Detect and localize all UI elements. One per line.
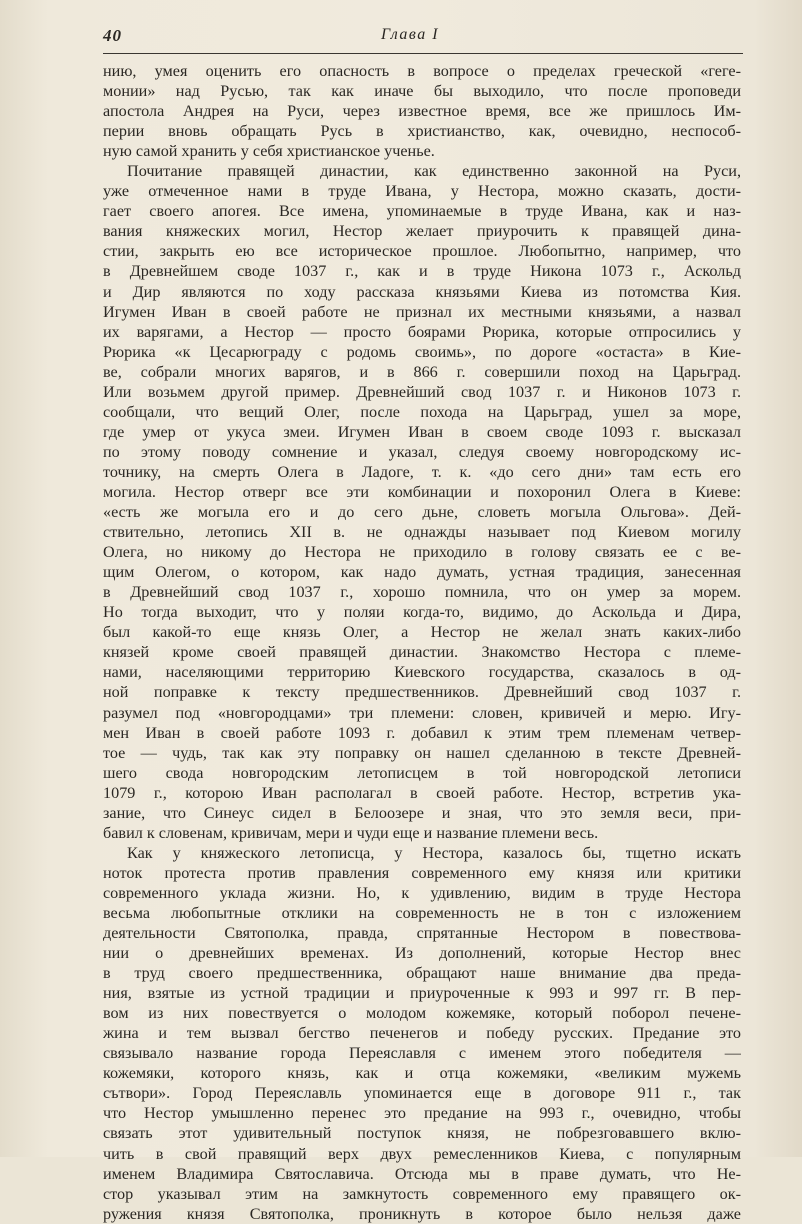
text-line: точнику, на смерть Олега в Ладоге, т. к. «до сего дни» там есть его: [103, 462, 741, 481]
text-line: ствительно, летопись XII в. не однажды называет под Киевом могилу: [103, 523, 741, 542]
page-number: 40: [103, 26, 122, 45]
text-line: стии, закрыть ею все историческое прошлое. Любопытно, например, что: [103, 242, 741, 261]
text-line: связать этот удивительный поступок князя, не побрезговавшего вклю-: [103, 1124, 741, 1143]
chapter-title: Глава I: [381, 26, 440, 43]
text-line: монии» над Русью, так как иначе бы выходило, что после проповеди: [103, 82, 741, 101]
text-line: гает своего апогея. Все имена, упоминаемые в труде Ивана, как и наз-: [103, 202, 741, 221]
text-line: вом из них повествуется о молодом кожемяке, который поборол печене-: [103, 1004, 741, 1023]
text-line: бавил к словенам, кривичам, мери и чуди еще и название племени весь.: [103, 823, 599, 842]
text-line: в Древнейшем своде 1037 г., как и в труде Никона 1073 г., Аскольд: [103, 262, 741, 281]
running-header: [103, 20, 743, 50]
text-line: в труд своего предшественника, обращают наше внимание два преда-: [103, 964, 741, 983]
text-line: и Дир являются по ходу рассказа князьями Киева из потомства Кия.: [103, 282, 741, 301]
text-line: зание, что Синеус сидел в Белоозере и зная, что это земля веси, при-: [103, 803, 741, 822]
header-rule: [103, 53, 743, 54]
text-line: Рюрика «к Цесарюграду с родомь своимь», по дороге «остаста» в Кие-: [103, 342, 741, 361]
text-line: именем Владимира Святославича. Отсюда мы в праве думать, что Не-: [103, 1164, 741, 1183]
text-line: Олега, но никому до Нестора не приходило в голову связать ее с ве-: [103, 543, 741, 562]
text-line: жина и тем вызвал бегство печенегов и победу русских. Предание это: [103, 1024, 741, 1043]
text-line: ве, собрали многих варягов, и в 866 г. совершили поход на Царьград.: [103, 362, 741, 381]
text-line: ную самой хранить у себя христианское ученье.: [103, 142, 435, 161]
text-line: сообщали, что вещий Олег, после похода на Царьград, ушел за море,: [103, 402, 741, 421]
text-line: весьма любопытные отклики на современность не в тон с изложением: [103, 903, 741, 922]
text-line: связывало название города Переяславля с именем этого победителя —: [103, 1044, 741, 1063]
text-line: вания княжеских могил, Нестор желает приурочить к правящей дина-: [103, 222, 741, 241]
text-line: ния, взятые из устной традиции и приуроченные к 993 и 997 гг. В пер-: [103, 984, 741, 1003]
text-line: современного уклада жизни. Но, к удивлению, видим в труде Нестора: [103, 883, 741, 902]
text-line: нию, умея оценить его опасность в вопросе о пределах греческой «геге-: [103, 62, 741, 80]
text-line: Но тогда выходит, что у поляи когда-то, видимо, до Аскольда и Дира,: [103, 603, 741, 622]
text-line: мен Иван в своей работе 1093 г. добавил к этим трем племенам четвер-: [103, 723, 741, 742]
text-line: уже отмеченное нами в труде Ивана, у Нестора, можно сказать, дости-: [103, 182, 741, 201]
text-line: был какой-то еще князь Олег, а Нестор не желал знать каких-либо: [103, 623, 741, 642]
text-line: Или возьмем другой пример. Древнейший свод 1037 г. и Никонов 1073 г.: [103, 382, 741, 401]
text-line: ружения князя Святополка, проникнуть в которое было нельзя даже: [103, 1204, 741, 1223]
text-line: князей кроме своей правящей династии. Знакомство Нестора с племе-: [103, 643, 741, 662]
text-line: нии о древнейших временах. Из дополнений, которые Нестор внес: [103, 944, 741, 963]
text-line: кожемяки, которого князь, как и отца кожемяки, «великим мужемь: [103, 1064, 741, 1083]
text-line: могила. Нестор отверг все эти комбинации и похоронил Олега в Киеве:: [103, 482, 741, 501]
text-line: деятельности Святополка, правда, спрятанные Нестором в повествова-: [103, 924, 741, 943]
text-line: что Нестор умышленно перенес это предание на 993 г., очевидно, чтобы: [103, 1104, 741, 1123]
text-line: Почитание правящей династии, как единственно законной на Руси,: [127, 162, 741, 181]
text-line: ноток протеста против правления современного ему князя или критики: [103, 863, 741, 882]
text-line: по этому поводу сомнение и указал, следуя своему новгородскому ис-: [103, 442, 741, 461]
text-line: ной поправке к тексту предшественников. Древнейший свод 1037 г.: [103, 683, 741, 702]
text-line: 1079 г., которою Иван располагал в своей работе. Нестор, встретив ука-: [103, 783, 741, 802]
text-line: нами, населяющими территорию Киевского государства, сказалось в од-: [103, 663, 741, 682]
text-line: щим Олегом, о котором, как надо думать, устная традиция, занесенная: [103, 563, 741, 582]
text-line: тое — чудь, так как эту поправку он нашел сделанною в тексте Древней-: [103, 743, 741, 762]
text-line: Как у княжеского летописца, у Нестора, казалось бы, тщетно искать: [127, 843, 741, 862]
text-line: разумел под «новгородцами» три племени: словен, кривичей и мерю. Игу-: [103, 703, 741, 722]
text-line: «есть же могыла его и до сего дьне, словеть могыла Ольгова». Дей-: [103, 503, 741, 522]
text-line: Игумен Иван в своей работе не признал их местными князьями, а назвал: [103, 302, 741, 321]
text-line: апостола Андрея на Руси, через известное время, все же пришлось Им-: [103, 102, 741, 121]
text-line: стор указывал этим на замкнутость современного ему правящего ок-: [103, 1184, 741, 1203]
body-text: [103, 61, 741, 1224]
text-line: сътвори». Город Переяславль упоминается еще в договоре 911 г., так: [103, 1084, 741, 1103]
text-line: их варягами, а Нестор — просто боярами Рюрика, которые отпросились у: [103, 322, 741, 341]
text-line: в Древнейший свод 1037 г., хорошо помнила, что он умер за морем.: [103, 583, 741, 602]
text-line: шего свода новгородским летописцем в той новгородской летописи: [103, 763, 741, 782]
text-line: чить в свой правящий верх двух ремесленников Киева, с популярным: [103, 1144, 741, 1163]
text-line: где умер от укуса змеи. Игумен Иван в своем своде 1093 г. высказал: [103, 422, 741, 441]
text-line: перии вновь обращать Русь в христианство, как, очевидно, неспособ-: [103, 122, 741, 141]
